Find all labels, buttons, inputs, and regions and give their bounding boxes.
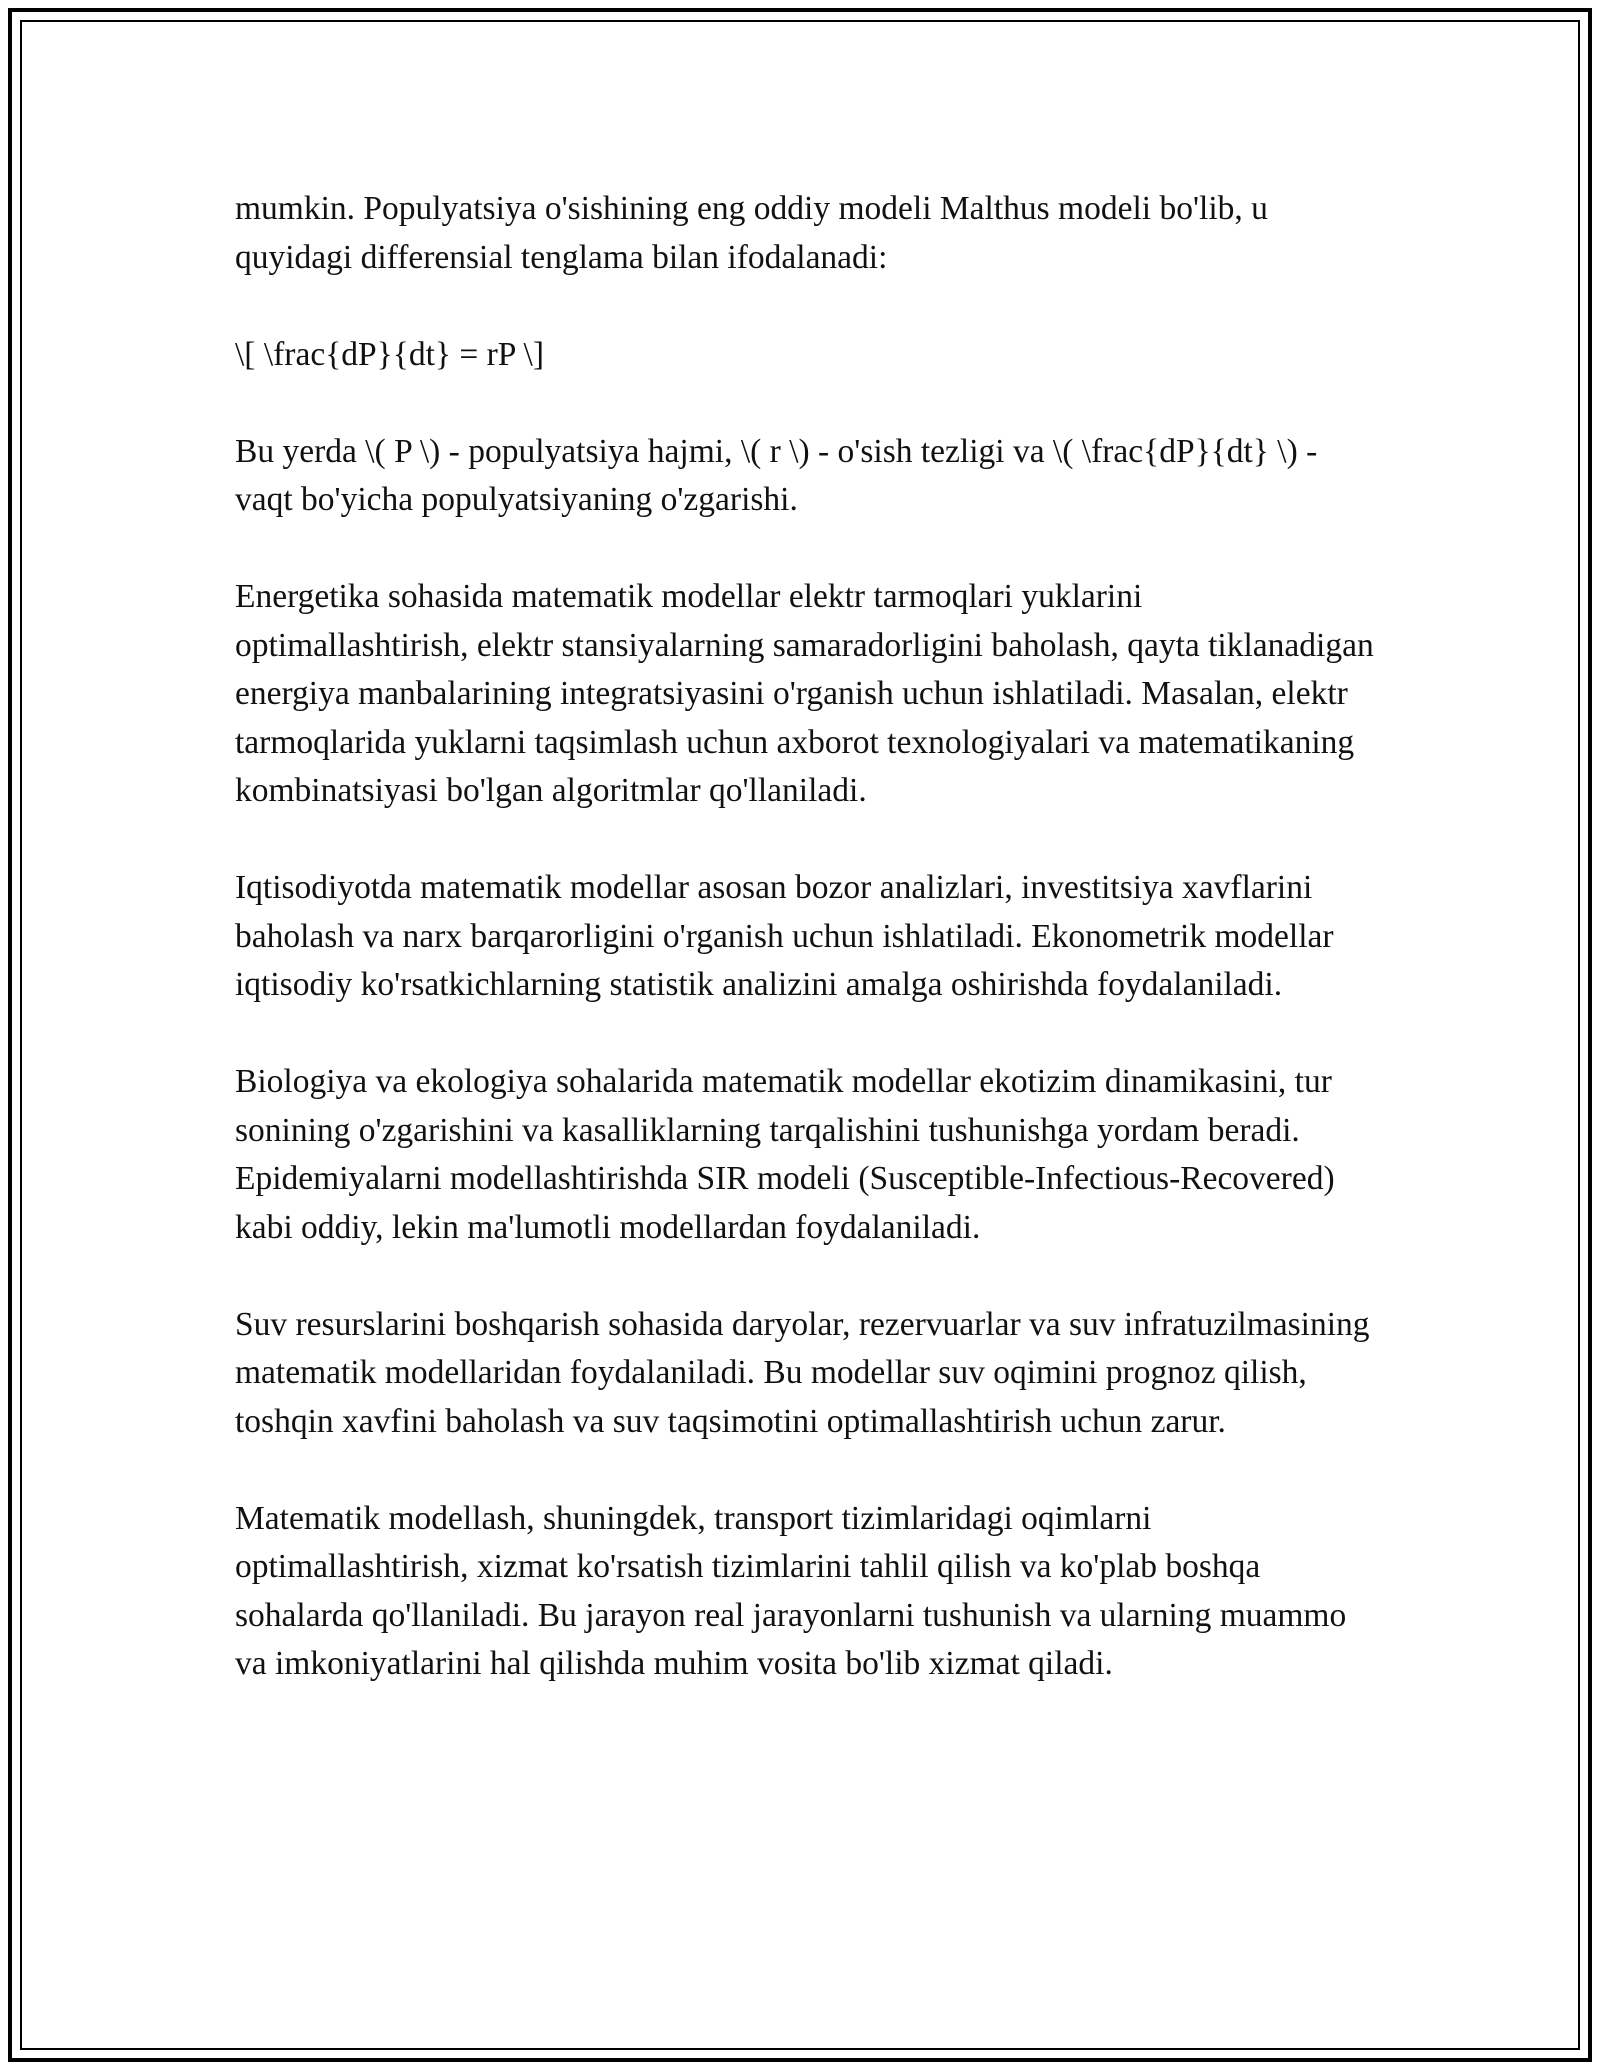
paragraph-economics: Iqtisodiyotda matematik modellar asosan bozor analizlari, investitsiya xavflarini baholash va narx barqarorligini o'rganish uchun ishlatiladi. Ekonometrik modellar iqtisodiy ko'rsatkichlarning statistik analizini amalga oshirishda foydalaniladi. (235, 869, 1334, 1003)
paragraph-biology: Biologiya va ekologiya sohalarida matematik modellar ekotizim dinamikasini, tur sonining o'zgarishini va kasalliklarning tarqalishini tushunishga yordam beradi. Epidemiyalarni modellashtirishda SIR modeli (Susceptible-Infectious-Recovered) kabi oddiy, lekin ma'lumotli modellardan foydalaniladi. (235, 1063, 1335, 1246)
paragraph-energetics: Energetika sohasida matematik modellar elektr tarmoqlari yuklarini optimallashtirish, elektr stansiyalarning samaradorligini baholash, qayta tiklanadigan energiya manbalarining integratsiyasini o'rganish uchun ishlatiladi. Masalan, elektr tarmoqlarida yuklarni taqsimlash uchun axborot texnologiyalari va matematikaning kombinatsiyasi bo'lgan algoritmlar qo'llaniladi. (235, 578, 1374, 809)
paragraph-malthus-intro: mumkin. Populyatsiya o'sishining eng oddiy modeli Malthus modeli bo'lib, u quyidagi differensial tenglama bilan ifodalanadi: (235, 190, 1268, 276)
equation-malthus: \[ \frac{dP}{dt} = rP \] (235, 335, 544, 373)
paragraph-transport: Matematik modellash, shuningdek, transport tizimlaridagi oqimlarni optimallashtirish, xizmat ko'rsatish tizimlarini tahlil qilish va ko'plab boshqa sohalarda qo'llaniladi. Bu jarayon real jarayonlarni tushunish va ularning muammo va imkoniyatlarini hal qilishda muhim vosita bo'lib xizmat qiladi. (235, 1499, 1347, 1682)
document-body (235, 185, 1375, 1737)
paragraph-water-resources: Suv resurslarini boshqarish sohasida daryolar, rezervuarlar va suv infratuzilmasining matematik modellaridan foydalaniladi. Bu modellar suv oqimini prognoz qilish, toshqin xavfini baholash va suv taqsimotini optimallashtirish uchun zarur. (235, 1305, 1370, 1440)
paragraph-variables: Bu yerda \( P \) - populyatsiya hajmi, \( r \) - o'sish tezligi va \( \frac{dP}{dt} \) - vaqt bo'yicha populyatsiyaning o'zgarishi. (235, 432, 1318, 518)
